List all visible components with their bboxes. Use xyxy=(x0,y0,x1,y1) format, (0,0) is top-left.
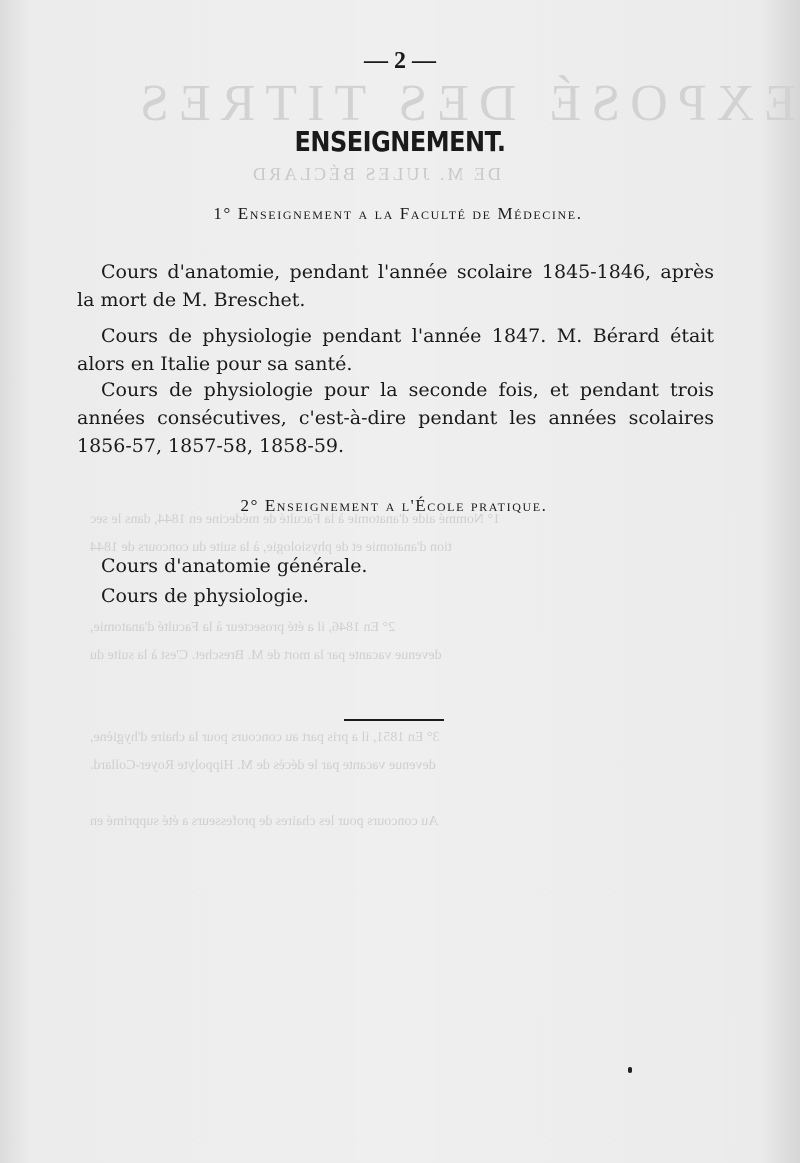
subsection-heading: 2° Enseignement a l'École pratique. xyxy=(240,496,548,515)
page-number: — 2 — xyxy=(364,48,436,74)
bleed-through-line: 3° En 1851, il a pris part au concours pour la chaire d'hygiène, xyxy=(90,730,440,745)
bleed-through-subtitle: DE M. JULES BÉCLARD xyxy=(250,164,502,184)
paragraph: Cours de physiologie. xyxy=(101,585,309,607)
ink-dot xyxy=(628,1067,632,1073)
section-end-rule xyxy=(344,719,444,721)
bleed-through-line: tion d'anatomie et de physiologie, à la suite du concours de 1844 xyxy=(90,540,452,555)
bleed-through-line: Au concours pour les chaires de professeurs a été supprimé en xyxy=(90,814,439,829)
subsection-heading: 1° Enseignement a la Faculté de Médecine. xyxy=(213,204,583,223)
paragraph: Cours de physiologie pendant l'année 1847. M. Bérard était alors en Italie pour sa santé. xyxy=(77,325,714,375)
paragraph: Cours d'anatomie générale. xyxy=(101,555,368,577)
bleed-through-line: devenue vacante par le décès de M. Hippolyte Royer-Collard. xyxy=(90,758,436,773)
paragraph: Cours de physiologie pour la seconde fois, et pendant trois années consécutives, c'est-à-dire pendant les années scolaires 1856-57, 1857-58, 1858-59. xyxy=(77,379,714,457)
section-heading: ENSEIGNEMENT. xyxy=(294,125,506,159)
paragraph: Cours d'anatomie, pendant l'année scolaire 1845-1846, après la mort de M. Breschet. xyxy=(77,261,714,311)
bleed-through-title: EXPOSÉ DES TITRES xyxy=(130,75,796,132)
bleed-through-line: 2° En 1846, il a été prosecteur à la Faculté d'anatomie, xyxy=(90,620,396,635)
bleed-through-line: devenue vacante par la mort de M. Breschet. C'est à la suite du xyxy=(90,648,442,663)
bleed-through-line: 1° Nommé aide d'anatomie à la Faculté de médecine en 1844, dans le sec xyxy=(90,512,501,527)
